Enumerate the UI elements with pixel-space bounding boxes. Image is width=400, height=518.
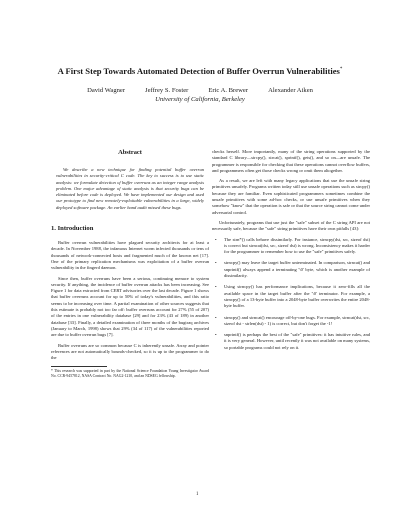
- bullet-icon: •: [215, 284, 217, 290]
- body-paragraph: checks herself. More importantly, many of the string operations supported by the standard C library—strcpy(), strcat(), sprintf(), gets(), and so on—are unsafe. The programmer is responsible for checking that these operations cannot overflow buffers, and programmers often get those checks wrong or omit them altogether.: [212, 149, 370, 173]
- body-paragraph: As a result, we are left with many legacy applications that use the unsafe string primitives unsafely. Programs written today still use unsafe operations such as strcpy() because they are familiar. Even sophisticated programmers sometimes combine the unsafe primitives with some ad-hoc checks, or use unsafe primitives when they somehow "know" that the operation is safe or that the source string cannot come under adversarial control.: [212, 178, 370, 215]
- body-paragraph: Buffer overruns are so common because C is inherently unsafe. Array and pointer references are not automatically bounds-checked, so it is up to the programmer to do the: [51, 342, 209, 361]
- list-item-text: The strn*() calls behave dissimilarly. For instance, strncpy(dst, src, sizeof dst) is correct but strncat(dst, src, sizeof dst) is wrong. Inconsistency makes it harder for the programmer to remember how to use the "safe" primitives safely.: [224, 236, 370, 255]
- author-name: Jeffrey S. Foster: [145, 87, 189, 94]
- bullet-icon: •: [215, 260, 217, 266]
- list-item-text: strncpy() and strncat() encourage off-by-one bugs. For example, strncat(dst, src, sizeof dst - strlen(dst) - 1) is correct, but don't forget the -1!: [224, 314, 370, 326]
- pitfall-list: [212, 237, 370, 351]
- list-item: [212, 284, 370, 309]
- author-list: [20, 87, 380, 95]
- footnote-rule: [51, 366, 107, 367]
- list-item: [212, 315, 370, 328]
- paper-title-text: A First Step Towards Automated Detection of Buffer Overrun Vulnerabilities: [57, 65, 340, 76]
- bullet-icon: •: [215, 236, 217, 242]
- bullet-icon: •: [215, 314, 217, 320]
- list-item: [212, 260, 370, 279]
- body-paragraph: Since then, buffer overruns have been a serious, continuing menace to system security. If anything, the incidence of buffer overrun attacks has been increasing. See Figure 1 for data extracted from CERT advisories over the last decade. Figure 1 shows that buffer overruns account for up to 50% of today's vulnerabilities, and this ratio seems to be increasing over time. A partial examination of other sources suggests that this estimate is probably not too far off: buffer overruns account for 27% (55 of 207) of the entries in one vulnerability database [29] and for 23% (43 of 189) in another database [33]. Finally, a detailed examination of three months of the bugtraq archives (January to March, 1998) shows that 29% (34 of 117) of the vulnerabilities reported are due to buffer overrun bugs [7].: [51, 275, 209, 338]
- right-column: [212, 149, 370, 356]
- bullet-icon: •: [215, 332, 217, 338]
- author-name: David Wagner: [87, 87, 126, 94]
- author-name: Eric A. Brewer: [208, 87, 249, 94]
- page-number: 1: [196, 492, 199, 497]
- left-column: [51, 149, 209, 379]
- list-item-text: Using strncpy() has performance implications, because it zero-fills all the available space in the target buffer after the '\0' terminator. For example, a strncpy() of a 13-byte buffer into a 2048-byte buffer overwrites the entire 2048-byte buffer.: [224, 284, 370, 309]
- footnote: * This research was supported in part by the National Science Foundation Young Investigator Award No. CCR-9457812, NASA Contract No. NAG2-1210, and an NDSEG fellowship.: [51, 369, 209, 379]
- abstract-text: We describe a new technique for finding potential buffer overrun vulnerabilities in security-critical C code. The key to success is to use static analysis: we formulate detection of buffer overruns as an integer range analysis problem. One major advantage of static analysis is that security bugs can be eliminated before code is deployed. We have implemented our design and used our prototype to find new remotely-exploitable vulnerabilities in a large, widely deployed software package. An earlier hand audit missed these bugs.: [56, 167, 204, 210]
- section-heading: 1. Introduction: [51, 225, 94, 233]
- list-item-text: snprintf() is perhaps the best of the "safe" primitives: it has intuitive rules, and it is very general. However, until recently it was not available on many systems, so portable programs could not rely on it.: [224, 332, 370, 350]
- author-name: Alexander Aiken: [268, 87, 313, 94]
- title-footnote-mark: *: [339, 67, 343, 72]
- body-paragraph: Buffer overrun vulnerabilities have plagued security architects for at least a decade. In November 1988, the infamous Internet worm infected thousands or tens of thousands of network-connected hosts and fragmented much of the known net [17]. One of the primary replication mechanisms was exploitation of a buffer overrun vulnerability in the fingerd daemon.: [51, 240, 209, 271]
- affiliation: University of California, Berkeley: [155, 96, 245, 103]
- paper-title: [20, 65, 380, 76]
- list-item: [212, 332, 370, 351]
- body-paragraph: Unfortunately, programs that use just the "safe" subset of the C string API are not necessarily safe, because the "safe" string primitives have their own pitfalls [43]:: [212, 219, 370, 232]
- list-item-text: strncpy() may leave the target buffer unterminated. In comparison, strncat() and snprintf() always append a terminating '\0' byte, which is another example of dissimilarity.: [224, 260, 370, 279]
- list-item: [212, 237, 370, 256]
- abstract-heading: Abstract: [118, 149, 142, 156]
